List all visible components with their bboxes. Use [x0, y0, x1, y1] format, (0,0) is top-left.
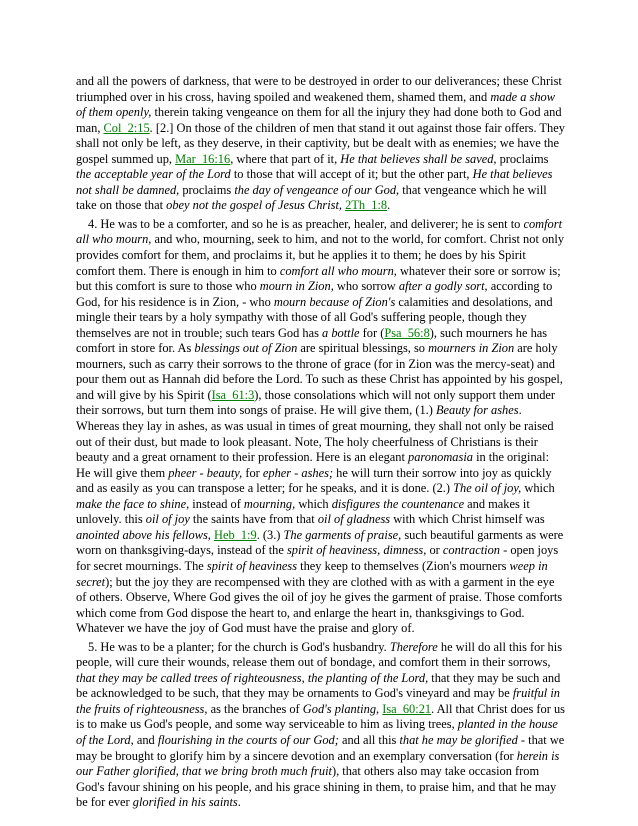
text-run: that vengeance which he will take on those that — [76, 182, 547, 213]
italic-phrase: planted in the house of the Lord, — [76, 717, 558, 747]
text-run: , where that part of it, — [230, 151, 341, 166]
scripture-reference-link[interactable]: Heb_1:9 — [214, 527, 257, 542]
text-run: . — [237, 795, 241, 810]
text-run: . — [387, 198, 391, 213]
text-run: , — [376, 701, 383, 716]
text-run: with which Christ himself was — [390, 512, 545, 527]
scripture-reference-link[interactable]: Col_2:15 — [103, 120, 150, 135]
text-run: - that we may be brought to glorify him by a sincere devotion and an exemplary conversation (for — [76, 732, 565, 763]
text-run: ), that others also may take occasion from God's favour shining on his people, and his grace shining in them, to praise him, and that he may be for ever — [76, 764, 557, 810]
italic-phrase: a bottle — [322, 325, 360, 340]
italic-phrase: He that believes shall be saved, — [340, 151, 497, 166]
italic-phrase: comfort all who mourn, — [279, 263, 397, 278]
italic-phrase: contraction — [442, 543, 501, 558]
text-run: as the branches of — [207, 701, 303, 716]
text-run: ); but the joy they are recompensed with they are clothed with as with a garment in the eye of others. Observe, Where God gives the oil of joy he gives the garment of praise. Those comforts which come from God dispose the heart to, and enlarge the heart in, thanksgivings to God. Whatever we have the joy of God must have the praise and glory of. — [76, 574, 563, 636]
italic-phrase: obey not the gospel of Jesus Christ, — [166, 198, 343, 213]
italic-phrase: oil of joy — [145, 512, 190, 527]
text-run: instead of — [189, 496, 244, 511]
text-run: calamities and desolations, and mingle their tears by a holy sympathy with those of all God's suffering people, though they themselves are not in trouble; such tears God has — [76, 294, 553, 340]
text-run: proclaims — [179, 182, 235, 197]
text-run: . Whereas they lay in ashes, as was usual in times of great mourning, they shall not only be raised out of their dust, but made to look pleasant. Note, The holy cheerfulness of Christians is their beauty and a great ornament to their profession. Here is an elegant — [76, 403, 554, 465]
italic-phrase: He that believes not shall be damned, — [76, 167, 553, 197]
paragraph-comforter — [76, 217, 566, 637]
text-run: according to God, for his residence is in Zion, - who — [76, 279, 553, 309]
italic-phrase: Beauty for ashes — [435, 403, 519, 418]
text-run: to those that will accept of it; but the other part, — [230, 167, 473, 182]
text-run: that they may be such and be acknowledged to be such, that they may be ornaments to God's vineyard and may be — [76, 670, 561, 701]
text-run: and all the powers of darkness, that were to be destroyed in order to our deliverances; these Christ triumphed over in his cross, having spoiled and weakened them, shamed them, and — [76, 74, 562, 104]
italic-phrase: epher - ashes; — [262, 465, 334, 480]
text-run: are spiritual blessings, so — [297, 341, 429, 356]
italic-phrase: mourn because of Zion's — [273, 294, 396, 309]
italic-phrase: fruitful in the fruits of righteousness, — [76, 686, 560, 716]
text-run: and — [133, 732, 158, 747]
italic-phrase: spirit of heaviness, dimness, — [286, 543, 427, 558]
paragraph-continuation — [76, 74, 566, 214]
text-run: ), those consolations which will not only support them under their sorrows, but turn them into songs of praise. He will give them, (1.) — [76, 387, 556, 418]
scripture-reference-link[interactable]: Isa_61:3 — [211, 387, 255, 402]
italic-phrase: comfort all who mourn, — [76, 216, 563, 247]
text-run: ), such mourners he has comfort in store for. As — [76, 325, 548, 356]
text-run: for — [242, 465, 263, 480]
text-run: 5. He was to be a planter; for the church is God's husbandry. — [88, 639, 390, 654]
text-run: in the original: He will give them — [76, 450, 550, 480]
italic-phrase: The garments of praise, — [283, 527, 402, 542]
scripture-reference-link[interactable]: Psa_56:8 — [384, 325, 430, 340]
text-run: and who, mourning, seek to him, and not to the world, for comfort. Christ not only provides comfort for them, and proclaims it, but he applies it to them; he does by his Spirit comfort them. There is enough in him to — [76, 232, 565, 278]
italic-phrase: God's planting — [302, 701, 377, 716]
text-run: whatever their sore or sorrow is; but this comfort is sure to those who — [76, 263, 561, 294]
italic-phrase: the acceptable year of the Lord — [76, 167, 231, 182]
text-run: which — [295, 496, 332, 511]
italic-phrase: after a godly sort, — [398, 279, 488, 294]
italic-phrase: the day of vengeance of our God, — [234, 182, 400, 197]
scripture-reference-link[interactable]: Mar_16:16 — [175, 151, 231, 166]
italic-phrase: spirit of heaviness — [206, 558, 298, 573]
text-run: they keep to themselves (Zion's mourners — [297, 558, 510, 573]
italic-phrase: Therefore — [389, 639, 438, 654]
text-run: and makes it unlovely. this — [76, 496, 530, 527]
italic-phrase: that they may be called trees of righteousness, the planting of the Lord, — [76, 670, 429, 685]
italic-phrase: mourning, — [243, 496, 296, 511]
text-run: the saints have from that — [189, 512, 318, 527]
text-run: who sorrow — [333, 279, 399, 294]
italic-phrase: made a show of them openly, — [76, 89, 556, 120]
text-run: are holy mourners, such as carry their sorrows to the throne of grace (for in Zion was the mercy-seat) and pour them out as Hannah did before the Lord. To such as these Christ has appointed by his gospel, and will give by his Spirit ( — [76, 341, 563, 402]
italic-phrase: pheer - beauty, — [168, 465, 243, 480]
scripture-reference-link[interactable]: Isa_60:21 — [382, 701, 432, 716]
italic-phrase: weep in secret — [76, 558, 548, 589]
text-run: . All that Christ does for us is to make us God's people, and some way serviceable to him as living trees, — [76, 701, 565, 732]
text-run: or — [426, 543, 443, 558]
italic-phrase: oil of gladness — [317, 512, 391, 527]
text-run: and all this — [338, 732, 400, 747]
scripture-reference-link[interactable]: 2Th_1:8 — [345, 198, 388, 213]
text-run: he will turn their sorrow into joy as quickly and as easily as you can transpose a letter; for he speaks, and it is done. (2.) — [76, 465, 552, 496]
text-run: for ( — [359, 325, 385, 340]
italic-phrase: herein is our Father glorified, that we bring broth much fruit — [76, 748, 560, 779]
italic-phrase: mourn in Zion, — [259, 279, 334, 294]
italic-phrase: flourishing in the courts of our God; — [157, 732, 339, 747]
italic-phrase: glorified in his saints — [132, 795, 238, 810]
italic-phrase: anointed above his fellows, — [76, 527, 211, 542]
paragraph-planter — [76, 640, 566, 811]
text-run: . (3.) — [256, 527, 284, 542]
text-run: which — [521, 481, 555, 496]
italic-phrase: The oil of joy, — [453, 481, 522, 496]
text-run: - open joys for secret mournings. The — [76, 543, 559, 573]
text-run: . [2.] On those of the children of men that stand it out against those fair offers. They shall not only be left, as they deserve, in their captivity, but be dealt with as enemies; we have the gospel summed up, — [76, 120, 565, 166]
text-run: such beautiful garments as were worn on thanksgiving-days, instead of the — [76, 527, 564, 558]
text-run: he will do all this for his people, will cure their wounds, release them out of bondage, and comfort them in their sorrows, — [76, 639, 563, 670]
text-run: therein taking vengeance on them for all the injury they had done both to God and man, — [76, 105, 562, 135]
italic-phrase: that he may be glorified — [399, 732, 518, 747]
italic-phrase: disfigures the countenance — [331, 496, 465, 511]
italic-phrase: paronomasia — [408, 450, 473, 465]
italic-phrase: mourners in Zion — [428, 341, 515, 356]
italic-phrase: blessings out of Zion — [194, 341, 298, 356]
text-run: 4. He was to be a comforter, and so he is as preacher, healer, and deliverer; he is sent to — [88, 216, 524, 231]
italic-phrase: make the face to shine, — [76, 496, 190, 511]
text-run: proclaims — [496, 151, 549, 166]
document-page — [76, 74, 566, 811]
